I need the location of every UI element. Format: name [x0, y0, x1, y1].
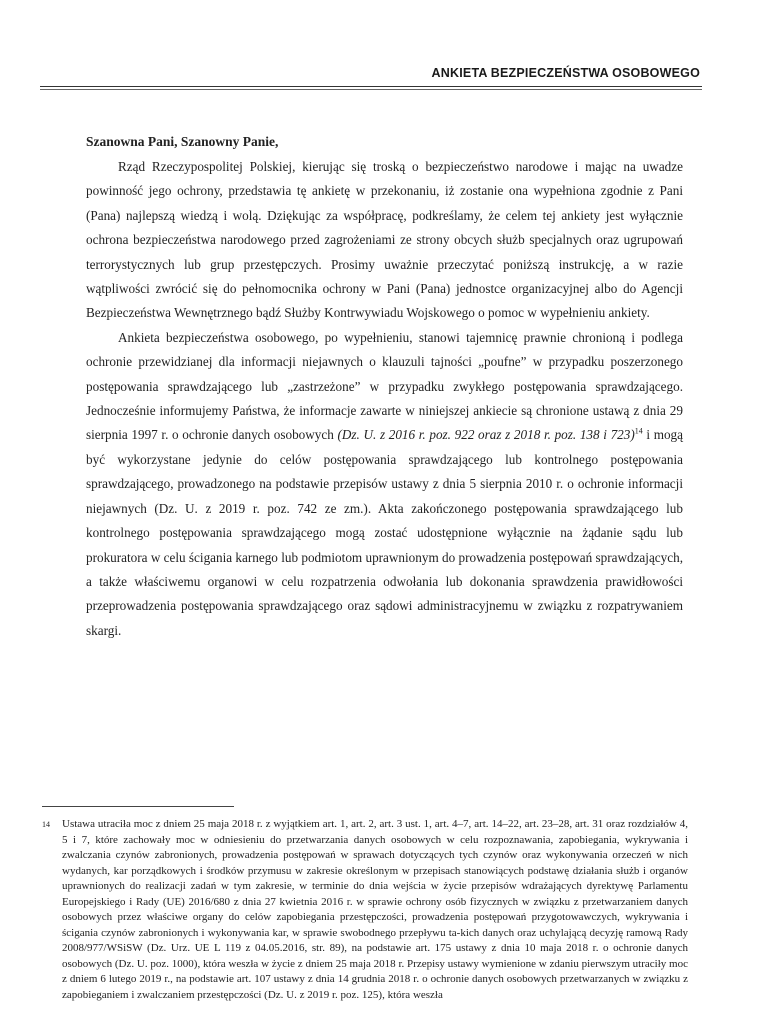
document-header-title: ANKIETA BEZPIECZEŃSTWA OSOBOWEGO — [431, 66, 700, 80]
paragraph-confidentiality — [86, 326, 683, 643]
paragraph-intro: Rząd Rzeczypospolitej Polskiej, kierując się troską o bezpieczeństwo narodowe i mając na uwadze powinność jego ochrony, przedstawia tę ankietę w przekonaniu, iż zostanie ona wypełniona zgodnie z Pani (Pana) najlepszą wiedzą i wolą. Dziękując za współpracę, podkreślamy, że celem tej ankiety jest wyłącznie ochrona bezpieczeństwa narodowego przed zagrożeniami ze strony obcych służb specjalnych oraz ugrupowań terrorystycznych lub grup przestępczych. Prosimy uważnie przeczytać poniższą instrukcję, a w razie wątpliwości zwrócić się do pełnomocnika ochrony w Pani (Pana) jednostce organizacyjnej albo do Agencji Bezpieczeństwa Wewnętrznego bądź Służby Kontrwywiadu Wojskowego o pomoc w wypełnieniu ankiety. — [86, 159, 683, 321]
paragraph-confidentiality-part1: Ankieta bezpieczeństwa osobowego, po wypełnieniu, stanowi tajemnicę prawnie chronioną i podlega ochronie przewidzianej dla informacji niejawnych o klauzuli tajności „poufne” w przypadku poszerzonego postępowania sprawdzającego lub „zastrzeżone” w przypadku zwykłego postępowania sprawdzającego. Jednocześnie informujemy Państwa, że informacje zawarte w niniejszej ankiecie są chronione ustawą z dnia 29 sierpnia 1997 r. o ochronie danych osobowych — [86, 329, 683, 443]
footnote-separator — [42, 806, 234, 807]
footnote-reference[interactable]: 14 — [634, 427, 643, 437]
letter-body — [86, 155, 683, 643]
header-rule — [40, 86, 702, 87]
footnote-text: Ustawa utraciła moc z dniem 25 maja 2018 r. z wyjątkiem art. 1, art. 2, art. 3 ust. 1, art. 4–7, art. 14–22, art. 23–28, art. 31 oraz rozdziałów 4, 5 i 7, które zachowały moc w odniesieniu do przetwarzania danych osobowych w celu rozpoznawania, zapobiegania, wykrywania i zwalczania czynów zabronionych, prowadzenia postępowań w sprawach dotyczących tych czynów oraz wykonywania orzeczeń w nich wydanych, kar porządkowych i środków przymusu w zakresie określonym w przepisach stanowiących podstawę działania służb i organów uprawnionych do realizacji zadań w tym zakresie, w terminie do dnia wejścia w życie przepisów wdrażających dyrektywę Parlamentu Europejskiego i Rady (UE) 2016/680 z dnia 27 kwietnia 2016 r. w sprawie ochrony osób fizycznych w związku z przetwarzaniem danych osobowych przez właściwe organy do celów zapobiegania przestępczości, prowadzenia postępowań przygotowawczych, wykrywania i ścigania czynów zabronionych i wykonywania kar, w sprawie swobodnego przepływu ta-kich danych oraz uchylającą decyzję ramową Rady 2008/977/WSiSW (Dz. Urz. UE L 119 z 04.05.2016, str. 89), na podstawie art. 175 ustawy z dnia 10 maja 2018 r. o ochronie danych osobowych (Dz. U. poz. 1000), która weszła w życie z dniem 25 maja 2018 r. Przepisy ustawy wymienione w zdaniu pierwszym utraciły moc z dniem 6 lutego 2019 r., na podstawie art. 107 ustawy z dnia 14 grudnia 2018 r. o ochronie danych osobowych przetwarzanych w związku z zapobieganiem i zwalczaniem przestępczości (Dz. U. z 2019 r. poz. 125), która weszła — [62, 818, 688, 1001]
legal-citation: (Dz. U. z 2016 r. poz. 922 oraz z 2018 r. poz. 138 i 723) — [337, 427, 635, 443]
footnote-number: 14 — [42, 820, 50, 829]
paragraph-confidentiality-part2: i mogą być wykorzystane jedynie do celów postępowania sprawdzającego lub kontrolnego postępowania sprawdzającego, prowadzonego na podstawie przepisów ustawy z dnia 5 sierpnia 2010 r. o ochronie informacji niejawnych (Dz. U. z 2019 r. poz. 742 ze zm.). Akta zakończonego postępowania sprawdzającego lub kontrolnego postępowania sprawdzającego mogą zostać udostępnione wyłącznie na żądanie sądu lub prokuratora w celu ścigania karnego lub podmiotom uprawnionym do prowadzenia postępowań sprawdzających, a także właściwemu organowi w celu rozpatrzenia odwołania lub dokonania sprawdzenia prawidłowości przeprowadzenia postępowania sprawdzającego oraz sądowi administracyjnemu w związku z rozpatrywaniem skargi. — [86, 427, 684, 638]
salutation: Szanowna Pani, Szanowny Panie, — [86, 134, 279, 149]
header-rule-thin — [40, 89, 702, 90]
footnote — [40, 817, 688, 1003]
